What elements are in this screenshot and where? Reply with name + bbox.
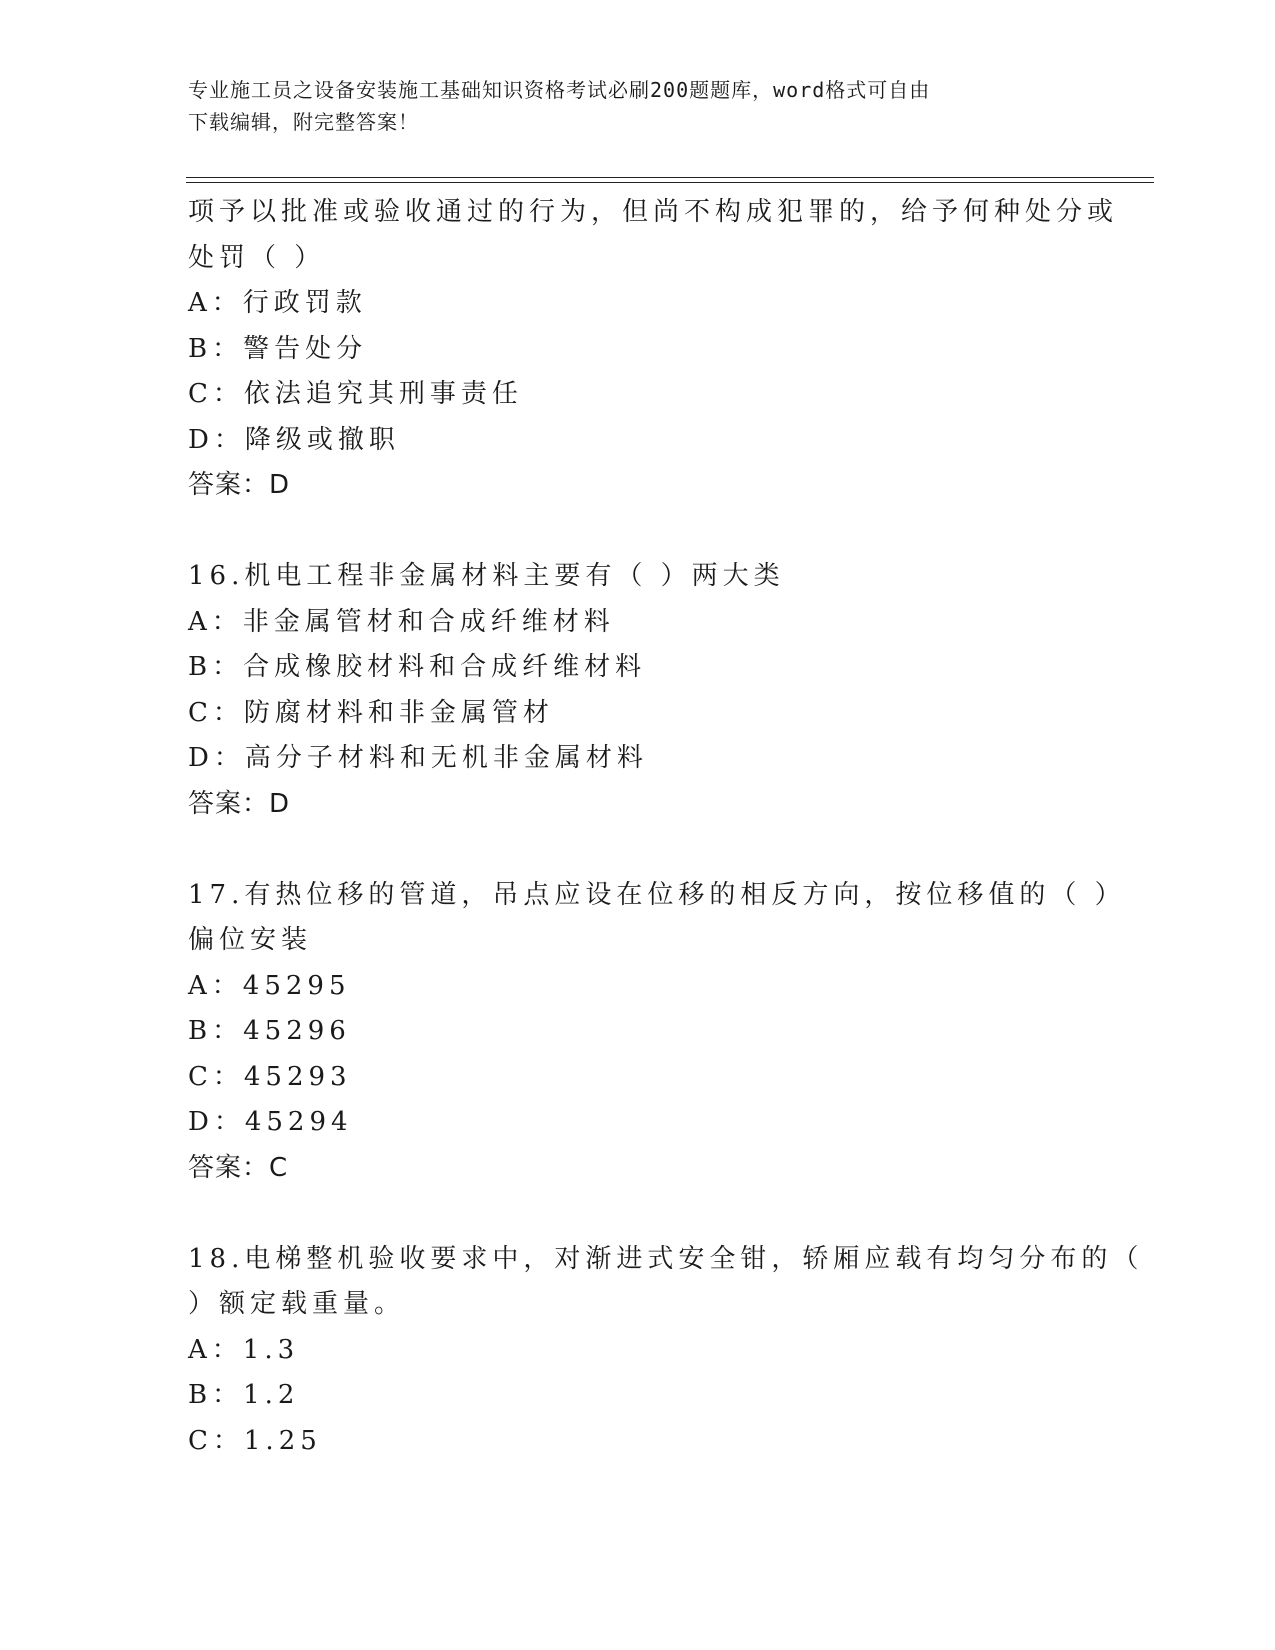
option-a: A：非金属管材和合成纤维材料 bbox=[188, 606, 615, 637]
document-header bbox=[188, 74, 1088, 138]
header-divider-top bbox=[186, 177, 1154, 178]
question-15 bbox=[188, 190, 1119, 509]
option-c: C：防腐材料和非金属管材 bbox=[188, 697, 554, 728]
question-stem-line: 偏位安装 bbox=[188, 925, 313, 955]
option-a: A：行政罚款 bbox=[188, 288, 367, 318]
option-a: A：1.3 bbox=[188, 1334, 300, 1365]
option-b: B：合成橡胶材料和合成纤维材料 bbox=[188, 652, 647, 682]
question-spacer bbox=[188, 827, 1088, 873]
question-stem-line: 17.有热位移的管道，吊点应设在位移的相反方向，按位移值的（ ） bbox=[188, 879, 1126, 910]
question-18 bbox=[188, 1237, 1144, 1465]
option-c: C：45293 bbox=[188, 1061, 352, 1092]
question-stem-line: 16.机电工程非金属材料主要有（ ）两大类 bbox=[188, 561, 785, 591]
option-b: B：1.2 bbox=[188, 1380, 300, 1410]
question-spacer bbox=[188, 1191, 1088, 1237]
option-a: A：45295 bbox=[188, 970, 351, 1001]
answer-line: 答案：D bbox=[188, 470, 291, 500]
option-c: C：依法追究其刑事责任 bbox=[188, 379, 523, 409]
question-17 bbox=[188, 873, 1126, 1192]
option-d: D：高分子材料和无机非金属材料 bbox=[188, 743, 648, 773]
option-d: D：45294 bbox=[188, 1107, 353, 1137]
question-16 bbox=[188, 554, 1088, 827]
answer-line: 答案：C bbox=[188, 1152, 289, 1183]
header-divider-bottom bbox=[186, 182, 1154, 183]
option-c: C：1.25 bbox=[188, 1425, 322, 1456]
question-stem-line: ）额定载重量。 bbox=[188, 1289, 406, 1319]
option-b: B：45296 bbox=[188, 1016, 351, 1046]
header-title-line-2: 下载编辑，附完整答案！ bbox=[188, 110, 419, 134]
question-stem-line: 处罚（ ） bbox=[188, 242, 326, 273]
question-spacer bbox=[188, 509, 1088, 555]
question-list bbox=[188, 190, 1144, 1464]
question-stem-line: 项予以批准或验收通过的行为，但尚不构成犯罪的，给予何种处分或 bbox=[188, 197, 1119, 227]
option-d: D：降级或撤职 bbox=[188, 424, 400, 455]
option-b: B：警告处分 bbox=[188, 333, 368, 364]
answer-line: 答案：D bbox=[188, 788, 291, 819]
header-title-line-1: 专业施工员之设备安装施工基础知识资格考试必刷200题题库，word格式可自由 bbox=[188, 78, 931, 102]
question-stem-line: 18.电梯整机验收要求中，对渐进式安全钳，轿厢应载有均匀分布的（ bbox=[188, 1243, 1144, 1274]
